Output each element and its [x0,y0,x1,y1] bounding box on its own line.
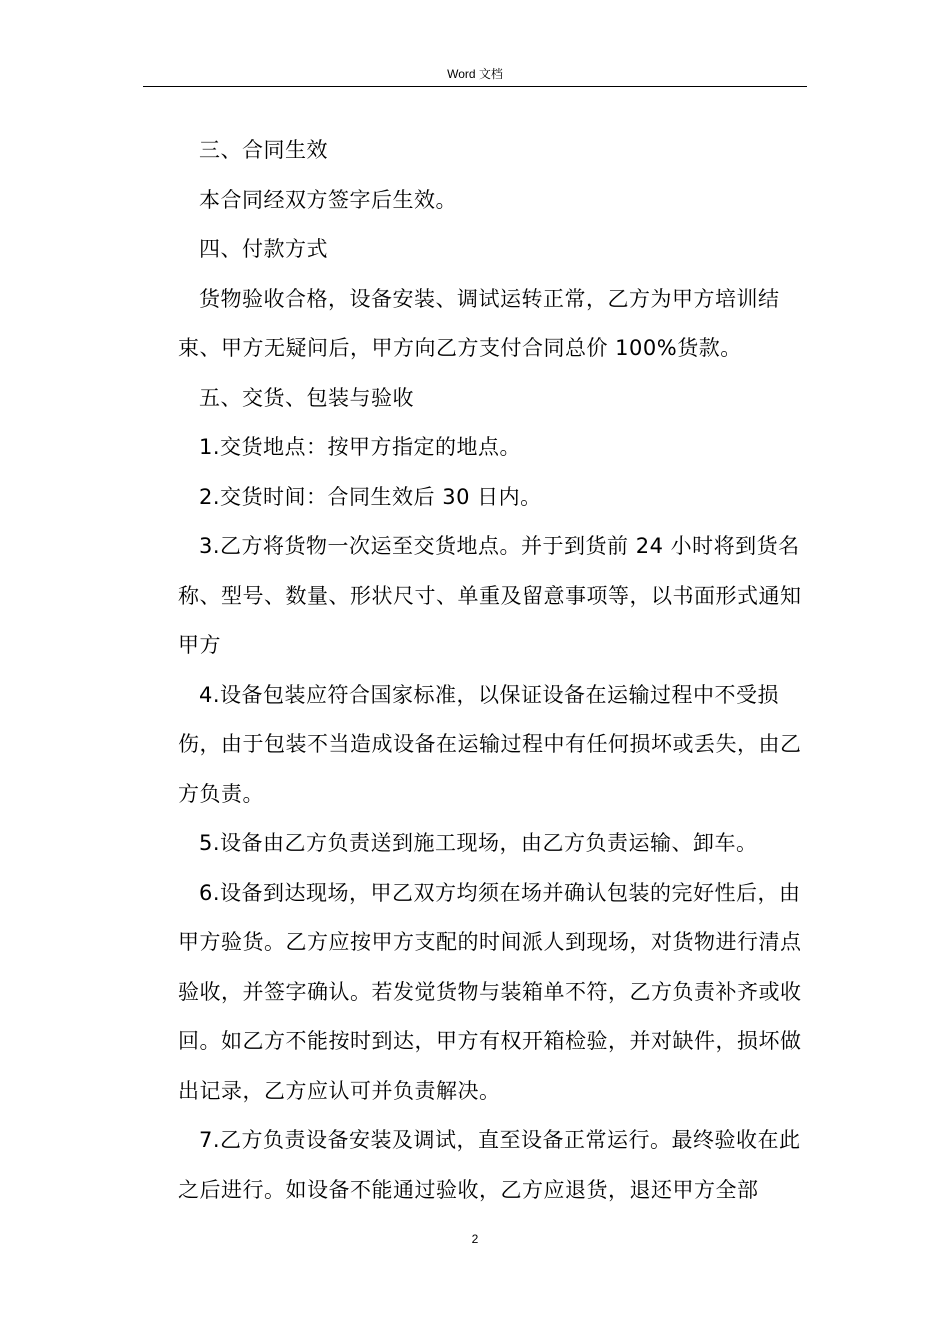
clause-7: 7.乙方负责设备安装及调试，直至设备正常运行。最终验收在此之后进行。如设备不能通过验收，乙方应退货，退还甲方全部 [178,1128,801,1202]
header-divider [143,86,807,87]
paragraph-payment: 货物验收合格，设备安装、调试运转正常，乙方为甲方培训结束、甲方无疑问后，甲方向乙方支付合同总价 100%货款。 [178,286,780,360]
clause-6: 6.设备到达现场，甲乙双方均须在场并确认包装的完好性后，由甲方验货。乙方应按甲方支配的时间派人到现场，对货物进行清点验收，并签字确认。若发觉货物与装箱单不符，乙方负责补齐或收回。如乙方不能按时到达，甲方有权开箱检验，并对缺件，损坏做出记录，乙方应认可并负责解决。 [178,880,802,1103]
document-body [178,126,808,1215]
section-heading-effectiveness: 三、合同生效 [199,138,328,162]
clause-4: 4.设备包装应符合国家标准，以保证设备在运输过程中不受损伤，由于包装不当造成设备在运输过程中有任何损坏或丢失，由乙方负责。 [178,682,802,806]
clause-2: 2.交货时间：合同生效后 30 日内。 [199,484,542,509]
page-header: Word 文档 [447,67,503,81]
clause-3: 3.乙方将货物一次运至交货地点。并于到货前 24 小时将到货名称、型号、数量、形状尺寸、单重及留意事项等，以书面形式通知甲方 [178,534,802,657]
section-heading-payment: 四、付款方式 [199,237,328,261]
clause-1: 1.交货地点：按甲方指定的地点。 [199,435,522,459]
clause-5: 5.设备由乙方负责送到施工现场，由乙方负责运输、卸车。 [199,831,758,855]
section-heading-delivery: 五、交货、包装与验收 [199,385,414,410]
page-number: 2 [471,1232,479,1246]
paragraph-effectiveness: 本合同经双方签字后生效。 [199,187,457,212]
